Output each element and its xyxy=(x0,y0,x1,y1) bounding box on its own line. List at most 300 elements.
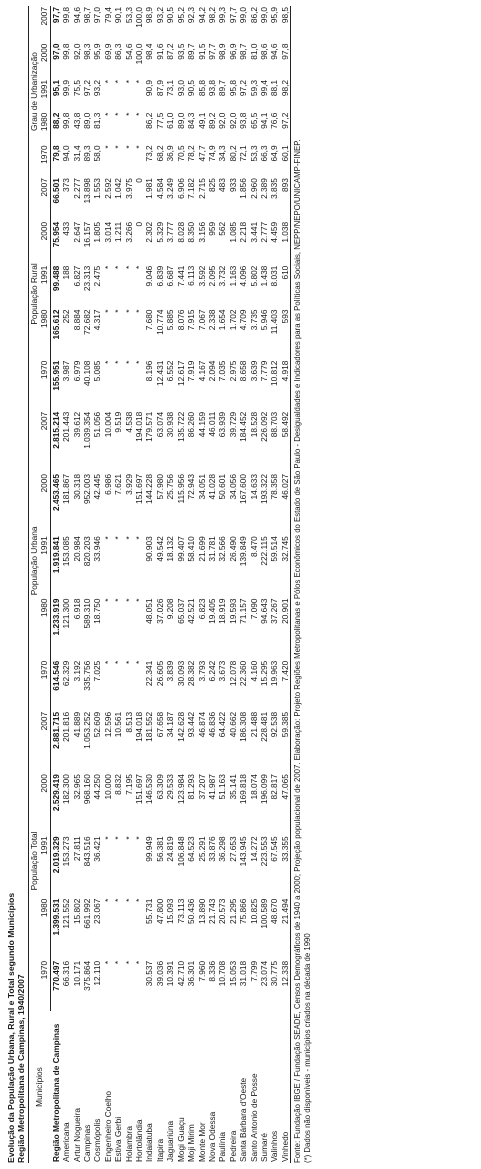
table-cell: 121.552 xyxy=(61,898,72,929)
table-cell: * xyxy=(134,660,145,664)
table-cell: 68,2 xyxy=(154,145,165,162)
table-cell: 2.019.329 xyxy=(50,836,61,874)
table-cell: 12.431 xyxy=(154,360,165,387)
table-cell: 46.027 xyxy=(280,473,291,535)
table-cell: 98,2 xyxy=(206,7,217,24)
table-cell: 47,7 xyxy=(196,145,207,162)
table-cell: 36.298 xyxy=(217,836,228,862)
table-cell: 50.601 xyxy=(217,474,228,500)
notes xyxy=(293,6,313,1163)
table-cell: 252 xyxy=(61,309,72,324)
table-cell: 34,3 xyxy=(217,145,228,162)
municipio-name: Engenheiro Coelho xyxy=(102,1090,113,1162)
table-cell: 151.697 xyxy=(134,774,145,805)
table-cell: * xyxy=(134,960,145,965)
table-cell: * xyxy=(102,265,113,269)
table-cell: 1.919.841 xyxy=(50,536,61,574)
table-cell: 7.799 xyxy=(248,960,259,982)
year-header: 1991 xyxy=(39,265,50,309)
table-cell: 98,5 xyxy=(280,6,291,43)
table-cell: 56.381 xyxy=(154,836,165,862)
municipio-name: Estiva Gerbi xyxy=(113,1116,124,1162)
table-cell: 21.295 xyxy=(227,898,238,924)
table-cell: 820.203 xyxy=(82,536,93,567)
municipio-name: Itapira xyxy=(154,1138,165,1162)
municipio-name: Santa Bárbara d'Oeste xyxy=(238,1077,249,1162)
table-cell: 18.919 xyxy=(217,598,228,624)
table-cell: 98,2 xyxy=(280,79,291,112)
table-cell: 181.867 xyxy=(61,474,72,505)
municipio-name: Santo Antonio de Posse xyxy=(248,1073,259,1162)
table-cell: 86,2 xyxy=(144,112,155,129)
table-cell: 184.452 xyxy=(238,411,249,442)
table-cell: 66,3 xyxy=(258,145,269,162)
year-header: 2000 xyxy=(39,221,50,265)
table-cell: 99.488 xyxy=(50,265,61,292)
table-row xyxy=(259,6,269,1163)
table-cell: 14.272 xyxy=(248,836,259,862)
table-cell: * xyxy=(102,79,113,84)
table-cell: 97,8 xyxy=(280,43,291,79)
table-cell: 93,5 xyxy=(175,43,186,60)
table-cell: 19.405 xyxy=(206,598,217,624)
table-cell: * xyxy=(113,960,124,965)
table-cell: 64.422 xyxy=(217,711,228,738)
table-cell: 18.750 xyxy=(92,598,103,624)
table-cell: 98,6 xyxy=(258,43,269,60)
table-cell: 64.523 xyxy=(186,836,197,862)
footnote: (*) Dados não disponíveis - municípios criados na década de 1990 xyxy=(303,933,313,1163)
table-cell: * xyxy=(134,145,145,149)
table-cell: 94,6 xyxy=(269,43,280,60)
table-cell: 12.338 xyxy=(280,960,291,1011)
table-cell: 3.987 xyxy=(61,360,72,382)
table-cell: 35.141 xyxy=(227,774,238,800)
table-cell: 10.171 xyxy=(71,960,82,987)
table-cell: 18.132 xyxy=(165,536,176,562)
table-cell: 91,6 xyxy=(154,43,165,60)
year-header: 2007 xyxy=(39,411,50,473)
table-cell: 95,9 xyxy=(269,7,280,24)
table-cell: 90,1 xyxy=(113,7,124,24)
table-cell: 8.196 xyxy=(144,360,155,382)
table-cell: 92,3 xyxy=(186,7,197,24)
table-cell: 39.612 xyxy=(71,411,82,438)
population-table xyxy=(28,6,291,1163)
table-cell: * xyxy=(102,660,113,664)
table-cell: 2.094 xyxy=(206,360,217,382)
table-cell: 94,6 xyxy=(71,7,82,24)
year-header: 2007 xyxy=(39,711,50,773)
table-cell: 13.898 xyxy=(82,178,93,204)
table-cell: 59,3 xyxy=(248,79,259,97)
table-cell: 47.800 xyxy=(154,898,165,924)
table-cell: 61,0 xyxy=(165,112,176,129)
table-cell: 89,0 xyxy=(175,112,186,129)
table-cell: 1.856 xyxy=(238,178,249,199)
table-cell: 167.600 xyxy=(238,474,249,505)
table-cell: 6.839 xyxy=(154,265,165,287)
table-cell: 89,2 xyxy=(206,112,217,129)
table-cell: 3.266 xyxy=(123,221,134,243)
table-cell: 75.866 xyxy=(238,898,249,924)
table-cell: 87,9 xyxy=(154,79,165,97)
table-cell: 188 xyxy=(61,265,72,280)
table-cell: 433 xyxy=(61,221,72,236)
table-cell: 24.819 xyxy=(165,836,176,862)
table-cell: 93,2 xyxy=(154,7,165,24)
table-cell: 2.302 xyxy=(144,221,155,243)
table-cell: 2.975 xyxy=(227,360,238,382)
table-cell: * xyxy=(102,536,113,540)
municipio-name: Sumaré xyxy=(258,1132,269,1162)
table-cell: 12.596 xyxy=(102,711,113,738)
table-cell: 42.445 xyxy=(92,474,103,500)
table-cell: 93.442 xyxy=(186,711,197,738)
table-cell: 33.946 xyxy=(92,536,103,562)
table-cell: 142.628 xyxy=(175,711,186,742)
table-cell: 9.046 xyxy=(144,265,155,287)
table-cell: * xyxy=(134,598,145,602)
group-header-total: População Total xyxy=(29,711,40,1011)
year-header: 1980 xyxy=(39,598,50,660)
table-cell: 3.673 xyxy=(217,660,228,682)
table-cell: 57.980 xyxy=(154,474,165,500)
table-cell: 4.538 xyxy=(123,411,134,433)
table-cell: 89,0 xyxy=(82,112,93,129)
table-cell: 1.042 xyxy=(113,178,124,199)
table-cell: 29.533 xyxy=(165,774,176,800)
table-cell: 8.336 xyxy=(206,960,217,982)
table-row xyxy=(217,6,227,1163)
table-cell: 88.703 xyxy=(269,411,280,438)
table-cell: 63.939 xyxy=(217,411,228,438)
table-cell: 0 xyxy=(134,178,145,183)
table-cell: 226.092 xyxy=(258,411,269,442)
table-cell: 135.722 xyxy=(175,411,186,442)
table-cell: 63.309 xyxy=(154,774,165,800)
table-cell: 100.589 xyxy=(258,898,269,929)
year-header: 1970 xyxy=(39,144,50,177)
year-header: 1970 xyxy=(39,960,50,1011)
table-cell: 7.067 xyxy=(196,309,207,331)
table-cell: 97,7 xyxy=(227,7,238,24)
table-cell: 93,2 xyxy=(92,79,103,97)
table-cell: 26.605 xyxy=(154,660,165,687)
table-cell: 5.329 xyxy=(154,221,165,243)
table-cell: 21.699 xyxy=(196,536,207,562)
table-cell: 2.592 xyxy=(102,178,113,199)
table-cell: * xyxy=(102,960,113,965)
year-header: 1991 xyxy=(39,835,50,897)
table-cell: 97,2 xyxy=(280,112,291,145)
table-cell: * xyxy=(123,265,134,269)
municipio-name: Monte Mor xyxy=(196,1122,207,1162)
table-cell: 10.774 xyxy=(154,309,165,335)
table-cell: 99,3 xyxy=(217,7,228,24)
table-cell: 4.317 xyxy=(92,309,103,331)
table-cell: 6.979 xyxy=(71,360,82,382)
table-cell: * xyxy=(113,309,124,313)
table-cell: 661.992 xyxy=(82,898,93,929)
table-cell: 97,0 xyxy=(92,7,103,24)
table-cell: 80,2 xyxy=(227,145,238,162)
table-cell: 97,7 xyxy=(50,7,61,24)
table-cell: 483 xyxy=(217,178,228,192)
table-row xyxy=(72,6,82,1163)
table-cell: 21.743 xyxy=(206,898,217,924)
table-cell: 7.025 xyxy=(92,660,103,682)
table-cell: 3.793 xyxy=(196,660,207,682)
table-cell: 97,2 xyxy=(82,79,93,97)
table-cell: 2.960 xyxy=(248,178,259,199)
table-cell: 76,6 xyxy=(269,112,280,129)
table-cell: 52.609 xyxy=(92,711,103,738)
table-cell: 6.906 xyxy=(175,178,186,199)
table-cell: 335.756 xyxy=(82,660,93,691)
table-cell: 96,9 xyxy=(227,43,238,60)
table-cell: 770.497 xyxy=(50,960,61,991)
table-cell: 49.542 xyxy=(154,536,165,562)
table-cell: 32.965 xyxy=(71,774,82,800)
municipio-name: Vinhedo xyxy=(280,1011,291,1163)
municipio-name: Artur Nogueira xyxy=(71,1108,82,1162)
table-cell: 92,0 xyxy=(217,112,228,129)
table-cell: 51.056 xyxy=(92,411,103,438)
table-cell: 58,0 xyxy=(92,145,103,162)
table-cell: 1.211 xyxy=(113,221,124,243)
table-row xyxy=(176,6,186,1163)
table-cell: 33.876 xyxy=(206,836,217,862)
group-header-grau: Grau de Urbanização xyxy=(29,6,40,177)
table-cell: 93,8 xyxy=(238,112,249,129)
table-cell: 91,5 xyxy=(196,43,207,60)
table-cell: 46.874 xyxy=(196,711,207,738)
table-cell: 3.192 xyxy=(71,660,82,682)
municipio-name: Campinas xyxy=(82,1124,93,1162)
table-cell: 46.011 xyxy=(206,411,217,437)
table-cell: 98,9 xyxy=(217,43,228,60)
table-cell: * xyxy=(123,309,134,313)
table-cell: 228.481 xyxy=(258,711,269,742)
table-cell: 30.093 xyxy=(175,660,186,687)
table-cell: 66.501 xyxy=(50,178,61,204)
table-cell: 1.981 xyxy=(144,178,155,199)
table-cell: 8.513 xyxy=(123,711,134,733)
table-cell: 9.208 xyxy=(165,598,176,620)
table-cell: 64,9 xyxy=(269,145,280,162)
table-cell: 12.110 xyxy=(92,960,103,986)
table-cell: * xyxy=(102,112,113,116)
table-cell: 86,3 xyxy=(113,43,124,60)
table-cell: * xyxy=(123,79,134,84)
table-cell: 1.702 xyxy=(227,309,238,331)
table-cell: * xyxy=(113,898,124,902)
table-cell: 7.182 xyxy=(186,178,197,199)
table-cell: 48.670 xyxy=(269,898,280,924)
table-cell: 37.207 xyxy=(196,774,207,800)
table-cell: 1.163 xyxy=(227,265,238,287)
table-cell: 41.028 xyxy=(206,474,217,500)
table-cell: 49,1 xyxy=(196,112,207,129)
table-cell: 90,5 xyxy=(186,79,197,97)
table-cell: 3.839 xyxy=(165,660,176,682)
table-cell: 47.065 xyxy=(280,773,291,835)
table-cell: 84,3 xyxy=(186,112,197,129)
municipio-name: Americana xyxy=(61,1122,72,1162)
table-cell: 3.441 xyxy=(248,221,259,243)
municipio-name: Região Metropolitana de Campinas xyxy=(50,1023,61,1162)
table-cell: 81,0 xyxy=(248,43,259,60)
table-cell: 94.643 xyxy=(258,598,269,624)
table-row xyxy=(92,6,102,1163)
table-cell: 99.949 xyxy=(144,836,155,862)
year-header: 1970 xyxy=(39,660,50,711)
table-cell: 115.956 xyxy=(175,474,186,504)
table-cell: 39.729 xyxy=(227,411,238,438)
table-cell: 34.051 xyxy=(196,474,207,500)
table-cell: 95,9 xyxy=(92,43,103,60)
table-cell: 7.090 xyxy=(248,598,259,620)
group-header-rural: População Rural xyxy=(29,177,40,411)
table-cell: 222.115 xyxy=(258,536,269,566)
table-cell: 71.157 xyxy=(238,598,249,624)
table-cell: 155.951 xyxy=(50,360,61,391)
table-cell: 144.228 xyxy=(144,474,155,505)
table-cell: 81,3 xyxy=(92,112,103,129)
table-cell: 1.805 xyxy=(92,221,103,243)
table-body xyxy=(50,6,290,1163)
table-cell: 16.157 xyxy=(82,221,93,248)
table-cell: 98,9 xyxy=(144,7,155,24)
table-cell: * xyxy=(123,598,134,602)
table-cell: 98,4 xyxy=(144,43,155,60)
table-cell: 5.946 xyxy=(258,309,269,331)
municipio-name: Holambra xyxy=(123,1126,134,1162)
table-cell: 10.000 xyxy=(102,774,113,800)
table-cell: 10.708 xyxy=(217,960,228,987)
table-cell: 21.494 xyxy=(280,898,291,960)
table-cell: 89,3 xyxy=(82,145,93,162)
table-cell: 54,6 xyxy=(123,43,134,60)
table-cell: 74,9 xyxy=(206,145,217,162)
table-cell: 19.593 xyxy=(227,598,238,624)
year-header: 1991 xyxy=(39,79,50,112)
table-cell: 44.159 xyxy=(196,411,207,438)
table-cell: * xyxy=(123,112,134,116)
table-cell: 32.745 xyxy=(280,535,291,597)
table-cell: 55.731 xyxy=(144,898,155,924)
table-cell: 99,4 xyxy=(258,79,269,97)
table-cell: 67.658 xyxy=(154,711,165,738)
table-cell: 2.338 xyxy=(206,309,217,331)
table-cell: 41.987 xyxy=(206,774,217,800)
table-cell: 22.341 xyxy=(144,660,155,687)
table-cell: 8.884 xyxy=(71,309,82,331)
table-cell: 375.864 xyxy=(82,960,93,991)
table-cell: 79,8 xyxy=(50,145,61,162)
municipio-name: Moji Mirim xyxy=(186,1124,197,1162)
table-cell: * xyxy=(134,360,145,364)
table-cell: 373 xyxy=(61,178,72,192)
table-cell: 7.680 xyxy=(144,309,155,331)
table-cell: 10.004 xyxy=(102,411,113,438)
table-cell: 99,8 xyxy=(61,43,72,60)
table-cell: 1.553 xyxy=(92,178,103,199)
table-cell: 36,9 xyxy=(165,145,176,162)
table-cell: 6.242 xyxy=(206,660,217,682)
table-cell: 89,7 xyxy=(186,43,197,60)
table-cell: 1.438 xyxy=(258,265,269,287)
municipio-name: Pedreira xyxy=(227,1130,238,1162)
table-cell: 194.018 xyxy=(134,411,145,442)
table-cell: 6.552 xyxy=(165,360,176,382)
table-cell: 4.160 xyxy=(248,660,259,682)
table-cell: * xyxy=(134,79,145,84)
table-cell: 51.163 xyxy=(217,774,228,800)
table-row xyxy=(50,6,61,1163)
table-cell: 97,7 xyxy=(206,43,217,60)
table-cell: * xyxy=(113,536,124,540)
table-cell: 2.475 xyxy=(92,265,103,287)
table-cell: 186.308 xyxy=(238,711,249,742)
table-cell: 165.612 xyxy=(50,309,61,340)
table-cell: 75.954 xyxy=(50,221,61,248)
table-row xyxy=(207,6,217,1163)
table-cell: 1.399.531 xyxy=(50,898,61,936)
municipio-name: Mogi Guaçu xyxy=(175,1117,186,1162)
table-cell: 94,2 xyxy=(196,7,207,24)
table-cell: 30.318 xyxy=(71,474,82,500)
table-cell: 7.420 xyxy=(280,660,291,711)
municipio-name: Nova Odessa xyxy=(206,1111,217,1162)
table-cell: 123.984 xyxy=(175,774,186,805)
table-cell: 59.385 xyxy=(280,711,291,773)
table-cell: 25.291 xyxy=(196,836,207,862)
table-cell: 2.095 xyxy=(206,265,217,287)
table-cell: 19.963 xyxy=(269,660,280,687)
table-cell: 63.074 xyxy=(154,411,165,438)
table-cell: 20.901 xyxy=(280,598,291,660)
table-cell: 92.538 xyxy=(269,711,280,738)
table-cell: 153.085 xyxy=(61,536,72,567)
table-cell: 2.453.465 xyxy=(50,474,61,511)
table-cell: 610 xyxy=(280,265,291,309)
municipio-name: Cosmópolis xyxy=(92,1118,103,1162)
year-header: 2000 xyxy=(39,43,50,79)
table-cell: 34.187 xyxy=(165,711,176,738)
table-cell: 30.537 xyxy=(144,960,155,987)
table-cell: 98,3 xyxy=(82,43,93,60)
table-cell: * xyxy=(134,536,145,540)
table-cell: 30.775 xyxy=(269,960,280,987)
table-cell: 36.421 xyxy=(92,836,103,862)
table-cell: 62.329 xyxy=(61,660,72,687)
municipio-name: Valinhos xyxy=(269,1130,280,1162)
table-cell: 89,7 xyxy=(217,79,228,97)
table-cell: 82.817 xyxy=(269,774,280,800)
table-cell: 65.037 xyxy=(175,598,186,624)
table-cell: * xyxy=(134,112,145,116)
table-cell: 99,0 xyxy=(238,7,249,24)
table-cell: 48.051 xyxy=(144,598,155,624)
table-cell: 53,3 xyxy=(248,145,259,162)
table-cell: * xyxy=(123,836,134,840)
table-title xyxy=(6,6,26,1163)
table-cell: 78,2 xyxy=(186,145,197,162)
table-cell: 562 xyxy=(217,221,228,236)
table-cell: 95,2 xyxy=(175,7,186,24)
